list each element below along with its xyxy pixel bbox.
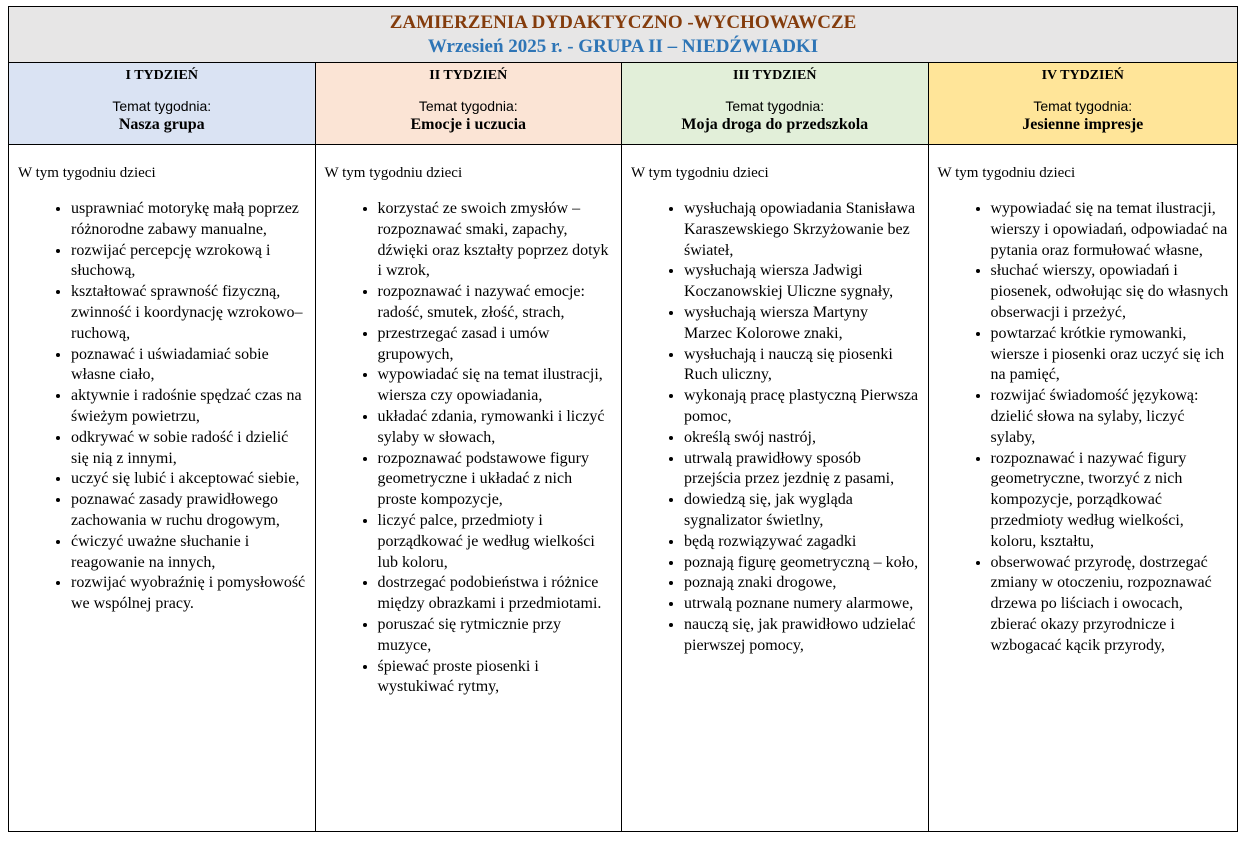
week-body-3 bbox=[622, 145, 928, 657]
intro-text: W tym tygodniu dzieci bbox=[324, 165, 463, 181]
goal-item: • poznawać zasady prawidłowego zachowania w ruchu drogowym, bbox=[71, 490, 307, 532]
week-column-1 bbox=[9, 63, 316, 831]
goal-item: • rozwijać wyobraźnię i pomysłowość we wspólnej pracy. bbox=[71, 573, 307, 615]
week-header-1 bbox=[9, 63, 315, 145]
goal-item: • przestrzegać zasad i umów grupowych, bbox=[378, 324, 614, 366]
goal-list bbox=[938, 199, 1230, 657]
topic-name: Emocje i uczucia bbox=[410, 116, 527, 133]
goal-item: • wysłuchają opowiadania Stanisława Karaszewskiego Skrzyżowanie bez świateł, bbox=[684, 199, 920, 261]
goal-item: • usprawniać motorykę małą poprzez różnorodne zabawy manualne, bbox=[71, 199, 307, 241]
goal-item: • poznają znaki drogowe, bbox=[684, 573, 920, 594]
topic-name: Moja droga do przedszkola bbox=[681, 116, 869, 133]
week-body-1 bbox=[9, 145, 315, 615]
title-row bbox=[9, 7, 1237, 63]
goal-item: • poznają figurę geometryczną – koło, bbox=[684, 553, 920, 574]
goal-item: • aktywnie i radośnie spędzać czas na świeżym powietrzu, bbox=[71, 386, 307, 428]
intro-text: W tym tygodniu dzieci bbox=[18, 165, 156, 181]
topic-label: Temat tygodnia: bbox=[112, 98, 212, 114]
week-columns bbox=[9, 63, 1237, 831]
goal-item: • określą swój nastrój, bbox=[684, 428, 920, 449]
week-body-2 bbox=[316, 145, 622, 698]
goal-item: • będą rozwiązywać zagadki bbox=[684, 532, 920, 553]
week-header-3 bbox=[622, 63, 928, 145]
goal-item: • ćwiczyć uważne słuchanie i reagowanie na innych, bbox=[71, 532, 307, 574]
goal-item: • wykonają pracę plastyczną Pierwsza pomoc, bbox=[684, 386, 920, 428]
week-column-2 bbox=[316, 63, 623, 831]
goal-item: • utrwalą prawidłowy sposób przejścia przez jezdnię z pasami, bbox=[684, 449, 920, 491]
topic-label: Temat tygodnia: bbox=[1033, 98, 1133, 114]
document-title: ZAMIERZENIA DYDAKTYCZNO -WYCHOWAWCZE bbox=[389, 12, 857, 33]
goal-item: • wysłuchają wiersza Martyny Marzec Kolorowe znaki, bbox=[684, 303, 920, 345]
goal-list bbox=[631, 199, 920, 657]
goal-item: • poruszać się rytmicznie przy muzyce, bbox=[378, 615, 614, 657]
goal-item: • kształtować sprawność fizyczną, zwinność i koordynację wzrokowo–ruchową, bbox=[71, 282, 307, 344]
goal-item: • słuchać wierszy, opowiadań i piosenek, odwołując się do własnych obserwacji i przeżyć, bbox=[991, 261, 1230, 323]
goal-item: • rozwijać świadomość językową: dzielić słowa na sylaby, liczyć sylaby, bbox=[991, 386, 1230, 448]
intro-text: W tym tygodniu dzieci bbox=[631, 165, 769, 181]
topic-label: Temat tygodnia: bbox=[418, 98, 518, 114]
goal-item: • wysłuchają i nauczą się piosenki Ruch uliczny, bbox=[684, 345, 920, 387]
goal-item: • wypowiadać się na temat ilustracji, wiersza czy opowiadania, bbox=[378, 365, 614, 407]
intro-text: W tym tygodniu dzieci bbox=[937, 165, 1076, 181]
week-body-4 bbox=[929, 145, 1238, 657]
goal-item: • poznawać i uświadamiać sobie własne ciało, bbox=[71, 345, 307, 387]
goal-item: • rozpoznawać podstawowe figury geometryczne i układać z nich proste kompozycje, bbox=[378, 449, 614, 511]
goal-item: • dowiedzą się, jak wygląda sygnalizator świetlny, bbox=[684, 490, 920, 532]
goal-item: • utrwalą poznane numery alarmowe, bbox=[684, 594, 920, 615]
plan-table bbox=[8, 6, 1238, 832]
goal-item: • rozpoznawać i nazywać emocje: radość, smutek, złość, strach, bbox=[378, 282, 614, 324]
week-header-2 bbox=[316, 63, 622, 145]
goal-item: • nauczą się, jak prawidłowo udzielać pierwszej pomocy, bbox=[684, 615, 920, 657]
goal-list bbox=[325, 199, 614, 698]
goal-item: • dostrzegać podobieństwa i różnice między obrazkami i przedmiotami. bbox=[378, 573, 614, 615]
goal-item: • powtarzać krótkie rymowanki, wiersze i piosenki oraz uczyć się ich na pamięć, bbox=[991, 324, 1230, 386]
week-title: IV TYDZIEŃ bbox=[1041, 68, 1124, 83]
week-title: I TYDZIEŃ bbox=[125, 68, 198, 83]
goal-item: • liczyć palce, przedmioty i porządkować je według wielkości lub koloru, bbox=[378, 511, 614, 573]
topic-label: Temat tygodnia: bbox=[725, 98, 825, 114]
goal-item: • obserwować przyrodę, dostrzegać zmiany w otoczeniu, rozpoznawać drzewa po liściach i owocach, zbierać okazy przyrodnicze i wzbogacać kącik przyrody, bbox=[991, 553, 1230, 657]
topic-name: Jesienne impresje bbox=[1022, 116, 1144, 133]
week-column-3 bbox=[622, 63, 929, 831]
goal-item: • rozwijać percepcję wzrokową i słuchową, bbox=[71, 241, 307, 283]
topic-name: Nasza grupa bbox=[118, 116, 205, 133]
week-title: III TYDZIEŃ bbox=[733, 68, 817, 83]
week-title: II TYDZIEŃ bbox=[429, 68, 508, 83]
goal-item: • śpiewać proste piosenki i wystukiwać rytmy, bbox=[378, 657, 614, 699]
goal-item: • odkrywać w sobie radość i dzielić się nią z innymi, bbox=[71, 428, 307, 470]
goal-item: • wypowiadać się na temat ilustracji, wierszy i opowiadań, odpowiadać na pytania oraz formułować własne, bbox=[991, 199, 1230, 261]
week-header-4 bbox=[929, 63, 1238, 145]
goal-list bbox=[18, 199, 307, 615]
goal-item: • układać zdania, rymowanki i liczyć sylaby w słowach, bbox=[378, 407, 614, 449]
goal-item: • wysłuchają wiersza Jadwigi Koczanowskiej Uliczne sygnały, bbox=[684, 261, 920, 303]
goal-item: • rozpoznawać i nazywać figury geometryczne, tworzyć z nich kompozycje, porządkować przedmioty według wielkości, koloru, kształtu, bbox=[991, 449, 1230, 553]
goal-item: • uczyć się lubić i akceptować siebie, bbox=[71, 469, 307, 490]
document-subtitle: Wrzesień 2025 r. - GRUPA II – NIEDŹWIADKI bbox=[427, 36, 819, 57]
week-column-4 bbox=[929, 63, 1238, 831]
goal-item: • korzystać ze swoich zmysłów – rozpoznawać smaki, zapachy, dźwięki oraz kształty poprzez dotyk i wzrok, bbox=[378, 199, 614, 282]
